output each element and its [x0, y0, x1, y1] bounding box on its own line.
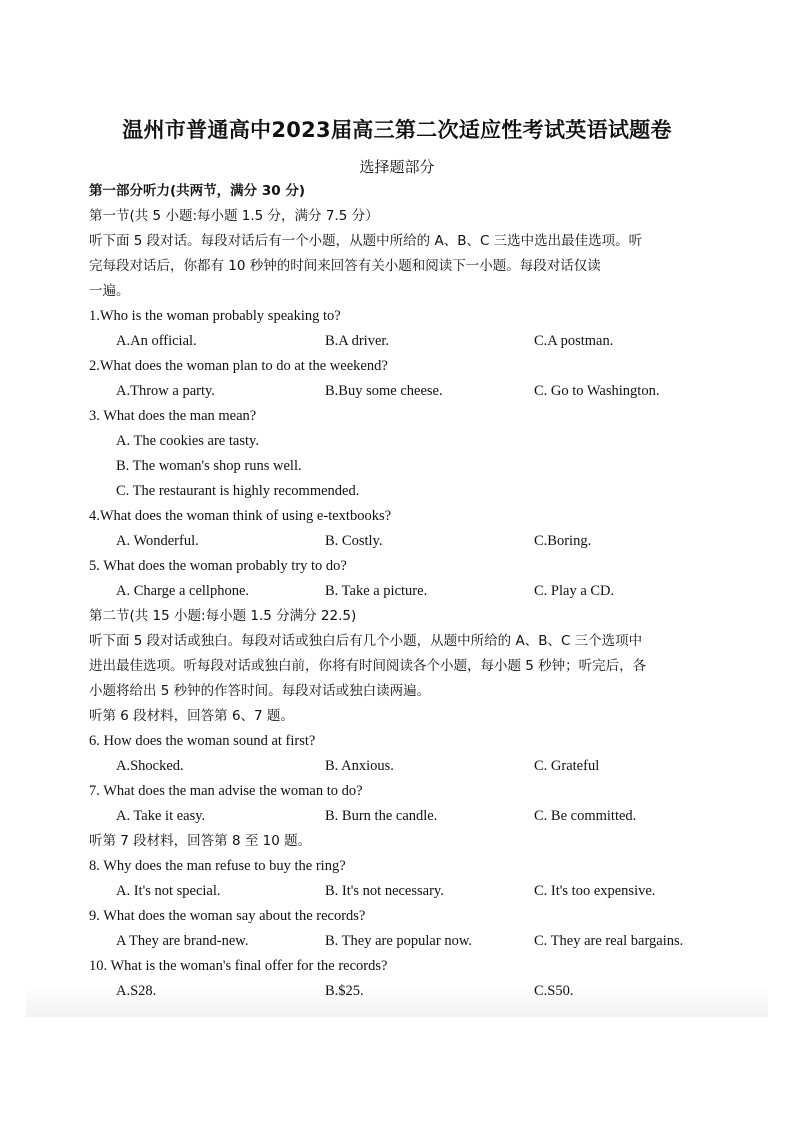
option-a: A.S28. — [116, 983, 157, 999]
option-a: A. Wonderful. — [116, 533, 199, 549]
material-heading: 听第 7 段材料，回答第 8 至 10 题。 — [89, 833, 312, 849]
question-10: 10. What is the woman's final offer for the records? — [89, 958, 388, 974]
part-heading: 第一部分听力(共两节，满分 30 分) — [89, 183, 306, 199]
option-c: C. They are real bargains. — [534, 933, 684, 949]
option-b: B. Costly. — [325, 533, 383, 549]
option-b: B.$25. — [325, 983, 364, 999]
option-c: C.A postman. — [534, 333, 614, 349]
question-1: 1.Who is the woman probably speaking to? — [89, 308, 341, 324]
option-c: C. Go to Washington. — [534, 383, 660, 399]
option-b: B. Burn the candle. — [325, 808, 438, 824]
question-4: 4.What does the woman think of using e-textbooks? — [89, 508, 392, 524]
option-c: C.Boring. — [534, 533, 592, 549]
option-b: B. They are popular now. — [325, 933, 472, 949]
option-a: A.Throw a party. — [116, 383, 215, 399]
page-subtitle: 选择题部分 — [359, 158, 435, 176]
option-a: A. It's not special. — [116, 883, 221, 899]
option-c: C. Play a CD. — [534, 583, 615, 599]
option-b: B. The woman's shop runs well. — [116, 458, 302, 474]
option-a: A. The cookies are tasty. — [116, 433, 259, 449]
option-a: A.An official. — [116, 333, 197, 349]
instruction-line: 一遍。 — [89, 283, 130, 299]
question-5: 5. What does the woman probably try to do? — [89, 558, 347, 574]
option-b: B. Anxious. — [325, 758, 394, 774]
question-3: 3. What does the man mean? — [89, 408, 257, 424]
instruction-line: 进出最佳选项。听每段对话或独白前，你将有时间阅读各个小题，每小题 5 秒钟；听完后，各 — [89, 658, 647, 674]
question-9: 9. What does the woman say about the records? — [89, 908, 366, 924]
option-a: A.Shocked. — [116, 758, 184, 774]
material-heading: 听第 6 段材料，回答第 6、7 题。 — [89, 708, 294, 724]
page-title: 温州市普通高中2023届高三第二次适应性考试英语试题卷 — [122, 118, 672, 142]
option-b: B. Take a picture. — [325, 583, 428, 599]
instruction-line: 听下面 5 段对话或独白。每段对话或独白后有几个小题，从题中所给的 A、B、C 三个选项中 — [89, 633, 643, 649]
question-7: 7. What does the man advise the woman to do? — [89, 783, 363, 799]
option-c: C. Grateful — [534, 758, 600, 774]
option-c: C.S50. — [534, 983, 574, 999]
section-heading-2: 第二节(共 15 小题:每小题 1.5 分满分 22.5) — [89, 608, 357, 624]
option-a: A. Charge a cellphone. — [116, 583, 250, 599]
option-b: B. It's not necessary. — [325, 883, 444, 899]
option-c: C. It's too expensive. — [534, 883, 656, 899]
section-heading-1: 第一节(共 5 小题:每小题 1.5 分，满分 7.5 分） — [89, 208, 379, 224]
option-c: C. Be committed. — [534, 808, 637, 824]
option-b: B.A driver. — [325, 333, 390, 349]
instruction-line: 小题将给出 5 秒钟的作答时间。每段对话或独白读两遍。 — [89, 683, 431, 699]
instruction-line: 完每段对话后，你都有 10 秒钟的时间来回答有关小题和阅读下一小题。每段对话仅读 — [89, 258, 601, 274]
option-a: A They are brand-new. — [116, 933, 249, 949]
question-8: 8. Why does the man refuse to buy the ring? — [89, 858, 346, 874]
option-c: C. The restaurant is highly recommended. — [116, 483, 360, 499]
question-6: 6. How does the woman sound at first? — [89, 733, 316, 749]
option-b: B.Buy some cheese. — [325, 383, 443, 399]
question-2: 2.What does the woman plan to do at the weekend? — [89, 358, 388, 374]
option-a: A. Take it easy. — [116, 808, 206, 824]
instruction-line: 听下面 5 段对话。每段对话后有一个小题，从题中所给的 A、B、C 三选中选出最佳选项。听 — [89, 233, 643, 249]
